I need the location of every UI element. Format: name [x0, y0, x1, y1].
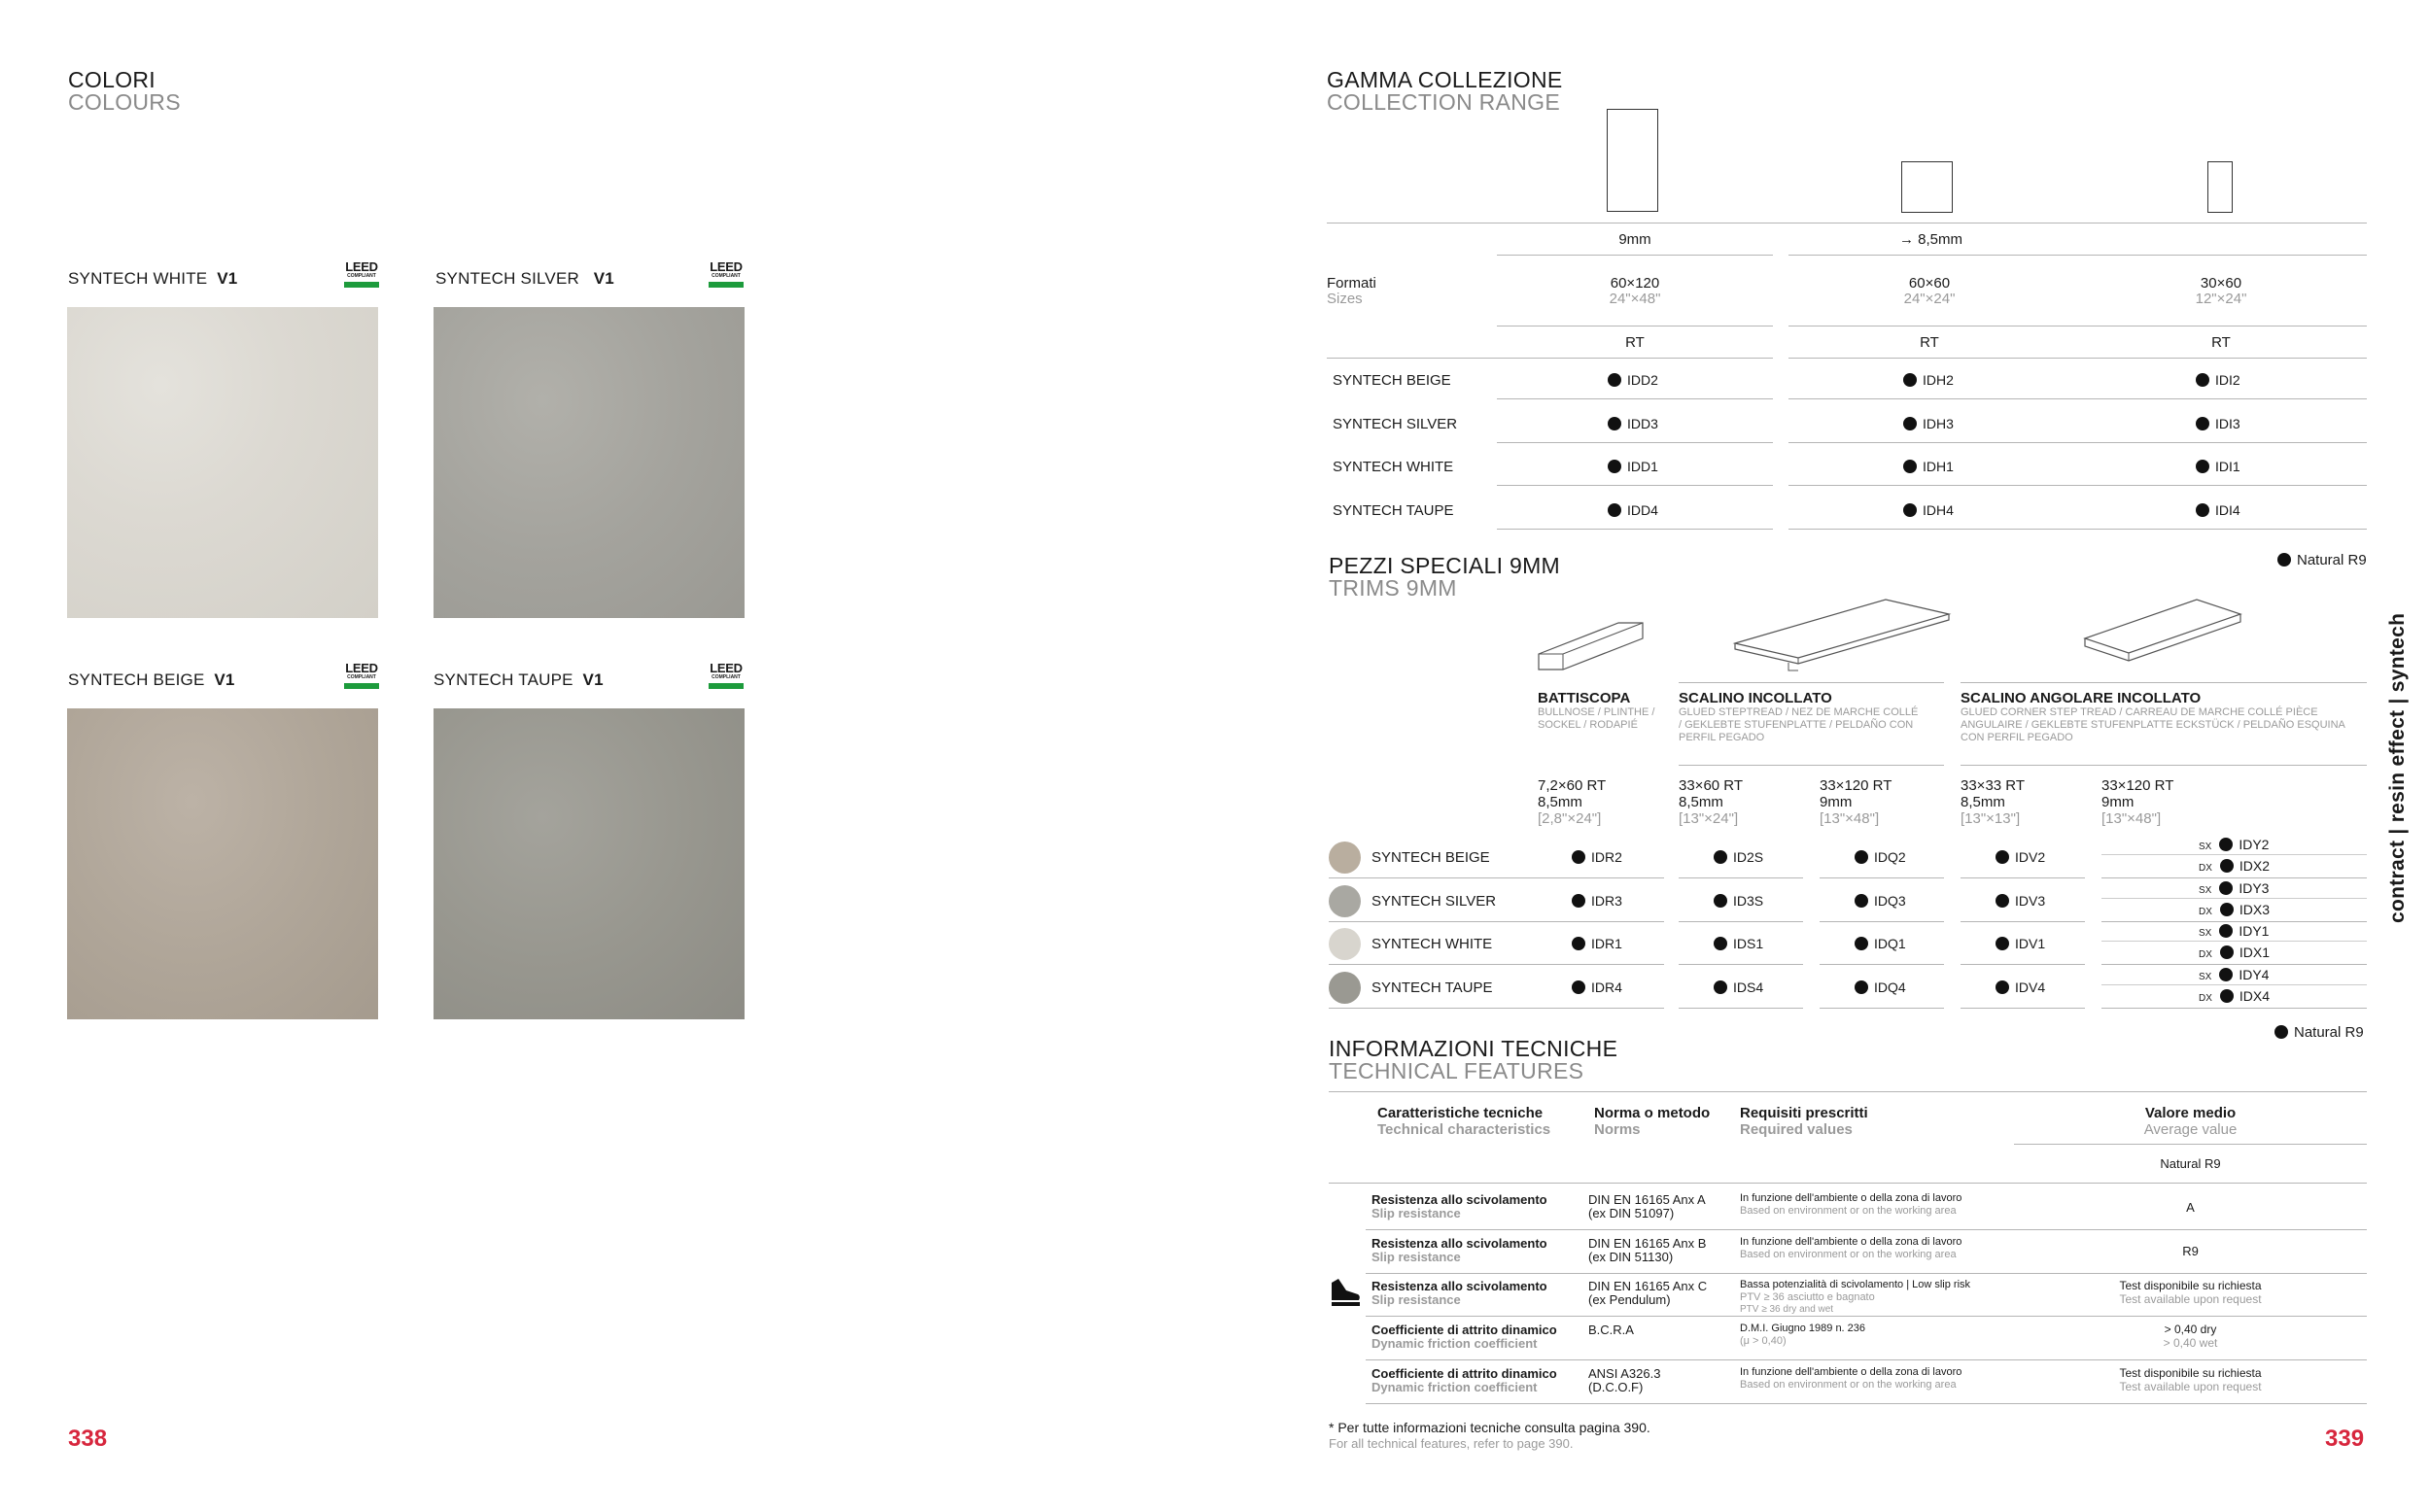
code-value: IDR4 [1591, 979, 1622, 995]
tech-norm: DIN EN 16165 Anx B [1588, 1236, 1707, 1251]
trim-group-steptread: SCALINO INCOLLATO GLUED STEPTREAD / NEZ DE MARCHE COLLÉ / GEKLEBTE STUFENPLATTE / PELDAÑO CON PERFIL PEGADO [1679, 690, 1919, 743]
step-tread-drawing-icon [1730, 595, 1954, 672]
range-title: GAMMA COLLEZIONE [1327, 67, 1563, 92]
bullet-icon [1903, 417, 1917, 430]
tech-norm-2: (ex DIN 51097) [1588, 1206, 1675, 1220]
tech-char-en: Dynamic friction coefficient [1371, 1380, 1538, 1394]
code-cell [1572, 936, 1622, 951]
sx-label: SX [2199, 842, 2212, 852]
bullnose-drawing-icon [1536, 615, 1648, 673]
code-cell [1903, 459, 1954, 474]
code-value: IDS4 [1733, 979, 1764, 995]
code-value: IDR3 [1591, 893, 1622, 909]
dx-label: DX [2199, 863, 2212, 874]
tech-title: INFORMAZIONI TECNICHE [1329, 1036, 1618, 1061]
size-metric: 60×60 [1908, 275, 1951, 292]
code-value: IDD2 [1627, 372, 1658, 388]
bullet-icon [2220, 989, 2234, 1003]
bullet-icon [1714, 894, 1727, 908]
code-value: ID3S [1733, 893, 1764, 909]
code-value: IDQ1 [1874, 936, 1906, 951]
bullet-icon [1855, 894, 1868, 908]
tech-norm: DIN EN 16165 Anx C [1588, 1279, 1708, 1293]
code-cell [1714, 979, 1763, 995]
sx-label: SX [2199, 928, 2212, 939]
range-subtitle: COLLECTION RANGE [1327, 89, 1560, 115]
bullet-icon [1903, 503, 1917, 517]
code-value: IDY3 [2239, 880, 2270, 896]
code-cell [1855, 849, 1906, 865]
range-row-name: SYNTECH TAUPE [1333, 502, 1454, 519]
code-cell [1608, 459, 1658, 474]
trim-group-bullnose: BATTISCOPA BULLNOSE / PLINTHE / SOCKEL / RODAPIÉ [1538, 690, 1655, 731]
swatch-syntech-silver [434, 307, 745, 618]
dx-cell [2199, 858, 2270, 874]
leed-badge: LEED COMPLIANT [343, 260, 380, 297]
code-cell [1996, 849, 2045, 865]
tech-char-en: Slip resistance [1371, 1250, 1461, 1264]
bullet-icon [2196, 460, 2209, 473]
swatch-label-silver: SYNTECH SILVER V1 [435, 269, 614, 288]
bullet-icon [2220, 945, 2234, 959]
tech-value-2: Test available upon request [2119, 1292, 2262, 1306]
tech-norm: DIN EN 16165 Anx A [1588, 1192, 1706, 1207]
trim-size-inch: [13"×48"] [1820, 810, 1880, 827]
leed-badge: LEED COMPLIANT [708, 662, 745, 699]
tech-header-sub: Natural R9 [2160, 1156, 2221, 1171]
code-value: IDD1 [1627, 459, 1658, 474]
size-finish: RT [1920, 334, 1939, 351]
code-cell [1903, 372, 1954, 388]
code-cell [1855, 936, 1906, 951]
bullet-icon [1608, 460, 1621, 473]
formats-label-en: Sizes [1327, 291, 1363, 307]
code-value: IDY4 [2239, 967, 2270, 982]
code-cell [1996, 893, 2045, 909]
trim-thickness: 8,5mm [1961, 794, 2005, 810]
tech-char: Resistenza allo scivolamento [1371, 1279, 1547, 1293]
tech-char: Resistenza allo scivolamento [1371, 1192, 1547, 1207]
trim-size: 7,2×60 RT [1538, 777, 1607, 794]
trim-row-name: SYNTECH TAUPE [1371, 979, 1493, 996]
tech-req-2: Based on environment or on the working area [1740, 1249, 1957, 1260]
code-value: IDI3 [2215, 416, 2240, 431]
footnote-it: * Per tutte informazioni tecniche consulta pagina 390. [1329, 1420, 1650, 1435]
trim-size-inch: [2,8"×24"] [1538, 810, 1602, 827]
tech-char-en: Slip resistance [1371, 1292, 1461, 1307]
code-value: IDY2 [2239, 837, 2270, 852]
code-value: IDH3 [1923, 416, 1954, 431]
bullet-icon [1996, 937, 2009, 950]
code-cell [2196, 502, 2240, 518]
tech-req-2: PTV ≥ 36 asciutto e bagnato [1740, 1291, 1875, 1303]
bullet-icon [1903, 460, 1917, 473]
range-row-name: SYNTECH SILVER [1333, 416, 1458, 432]
trim-size: 33×33 RT [1961, 777, 2026, 794]
bullet-icon [1996, 894, 2009, 908]
swatch-syntech-taupe [434, 708, 745, 1019]
tech-value: Test disponibile su richiesta [2119, 1366, 2262, 1380]
tech-value: R9 [2182, 1244, 2199, 1258]
bullet-icon [1608, 373, 1621, 387]
tech-req: Bassa potenzialità di scivolamento | Low slip risk [1740, 1279, 1971, 1290]
tech-norm-2: (ex Pendulum) [1588, 1292, 1671, 1307]
tech-req: In funzione dell'ambiente o della zona di lavoro [1740, 1366, 1962, 1378]
code-value: IDV1 [2015, 936, 2046, 951]
trim-group-corner-step: SCALINO ANGOLARE INCOLLATO GLUED CORNER STEP TREAD / CARREAU DE MARCHE COLLÉ PIÈCE ANGULAIRE / GEKLEBTE STUFENPLATTE ECKSTÜCK / PELDAÑO ESQUINA CON PERFIL PEGADO [1961, 690, 2345, 743]
dx-cell [2199, 988, 2270, 1004]
tech-header-req: Requisiti prescritti Required values [1740, 1105, 1868, 1138]
bullet-icon [1608, 503, 1621, 517]
tech-header-char: Caratteristiche tecniche Technical characteristics [1377, 1105, 1551, 1138]
shoe-icon [1329, 1275, 1362, 1308]
code-value: IDV3 [2015, 893, 2046, 909]
trim-row-name: SYNTECH SILVER [1371, 893, 1497, 910]
bullet-icon [1996, 980, 2009, 994]
tech-req-3: PTV ≥ 36 dry and wet [1740, 1304, 1834, 1315]
code-cell [1608, 502, 1658, 518]
color-chip [1329, 972, 1361, 1004]
code-value: IDX1 [2239, 945, 2271, 960]
trim-row-name: SYNTECH WHITE [1371, 936, 1493, 952]
sx-label: SX [2199, 885, 2212, 896]
bullet-icon [1714, 980, 1727, 994]
dx-label: DX [2199, 993, 2212, 1004]
colours-subtitle: COLOURS [68, 89, 181, 115]
bullet-icon [2219, 881, 2233, 895]
bullet-icon [2220, 859, 2234, 873]
size-inch: 24"×48" [1609, 291, 1661, 307]
sx-cell [2199, 967, 2269, 982]
code-value: IDX3 [2239, 902, 2271, 917]
trims-title: PEZZI SPECIALI 9MM [1329, 553, 1561, 578]
tech-header-norm: Norma o metodo Norms [1594, 1105, 1711, 1138]
dx-label: DX [2199, 907, 2212, 917]
code-value: IDI4 [2215, 502, 2240, 518]
tech-value-2: > 0,40 wet [2163, 1336, 2218, 1350]
format-30x60-icon [2207, 161, 2233, 213]
code-cell [1608, 416, 1658, 431]
sx-label: SX [2199, 972, 2212, 982]
swatch-label-white: SYNTECH WHITE V1 [68, 269, 238, 288]
page-number-left: 338 [68, 1426, 108, 1452]
tech-value: A [2186, 1200, 2195, 1215]
leed-badge: LEED COMPLIANT [708, 260, 745, 297]
trims-subtitle: TRIMS 9MM [1329, 575, 1457, 601]
size-inch: 24"×24" [1903, 291, 1956, 307]
code-value: IDI1 [2215, 459, 2240, 474]
trim-row-name: SYNTECH BEIGE [1371, 849, 1490, 866]
tech-value-2: Test available upon request [2119, 1380, 2262, 1393]
code-cell [1996, 979, 2045, 995]
formats-label: Formati [1327, 275, 1376, 292]
bullet-icon [2196, 373, 2209, 387]
corner-step-drawing-icon [2080, 595, 2245, 672]
bullet-icon [2219, 838, 2233, 851]
code-cell [1714, 849, 1763, 865]
range-row-name: SYNTECH WHITE [1333, 459, 1454, 475]
tech-char: Coefficiente di attrito dinamico [1371, 1366, 1557, 1381]
trim-size-inch: [13"×13"] [1961, 810, 2021, 827]
tech-req-2: (μ > 0,40) [1740, 1335, 1787, 1347]
bullet-icon [2219, 924, 2233, 938]
leed-badge: LEED COMPLIANT [343, 662, 380, 699]
tech-char: Resistenza allo scivolamento [1371, 1236, 1547, 1251]
format-60x60-icon [1901, 161, 1953, 213]
dx-cell [2199, 902, 2270, 917]
code-value: IDD3 [1627, 416, 1658, 431]
bullet-icon [2219, 968, 2233, 981]
tech-char-en: Slip resistance [1371, 1206, 1461, 1220]
dx-cell [2199, 945, 2270, 960]
bullet-icon [1855, 937, 1868, 950]
code-value: IDQ2 [1874, 849, 1906, 865]
bullet-icon [2196, 417, 2209, 430]
bullet-icon [2220, 903, 2234, 916]
code-value: IDX2 [2239, 858, 2271, 874]
trim-thickness: 8,5mm [1538, 794, 1582, 810]
bullet-icon [1572, 894, 1585, 908]
code-cell [2196, 459, 2240, 474]
size-metric: 30×60 [2200, 275, 2242, 292]
code-value: IDD4 [1627, 502, 1658, 518]
tech-norm: ANSI A326.3 [1588, 1366, 1661, 1381]
color-chip [1329, 885, 1361, 917]
size-metric: 60×120 [1610, 275, 1660, 292]
swatch-label-beige: SYNTECH BEIGE V1 [68, 670, 235, 689]
trim-size: 33×60 RT [1679, 777, 1744, 794]
tech-req: D.M.I. Giugno 1989 n. 236 [1740, 1323, 1866, 1334]
bullet-icon [2277, 553, 2291, 567]
bullet-icon [1714, 937, 1727, 950]
size-inch: 12"×24" [2195, 291, 2247, 307]
code-cell [2196, 416, 2240, 431]
side-label: contract | resin effect | syntech [2386, 612, 2409, 923]
code-value: IDI2 [2215, 372, 2240, 388]
trim-thickness: 8,5mm [1679, 794, 1723, 810]
code-cell [1572, 893, 1622, 909]
code-value: ID2S [1733, 849, 1764, 865]
tech-norm-2: (D.C.O.F) [1588, 1380, 1644, 1394]
tech-value: Test disponibile su richiesta [2119, 1279, 2262, 1292]
trim-thickness: 9mm [1820, 794, 1853, 810]
swatch-syntech-white [67, 307, 378, 618]
tech-req-2: Based on environment or on the working area [1740, 1205, 1957, 1217]
bullet-icon [1572, 980, 1585, 994]
trims-legend: Natural R9 [2277, 552, 2367, 568]
code-value: IDH4 [1923, 502, 1954, 518]
tech-norm-2: (ex DIN 51130) [1588, 1250, 1674, 1264]
bullet-icon [1855, 980, 1868, 994]
bullet-icon [1608, 417, 1621, 430]
tech-value: > 0,40 dry [2164, 1323, 2217, 1336]
range-row-name: SYNTECH BEIGE [1333, 372, 1451, 389]
code-value: IDR2 [1591, 849, 1622, 865]
code-cell [1714, 893, 1763, 909]
code-cell [2196, 372, 2240, 388]
code-value: IDY1 [2239, 923, 2270, 939]
trim-thickness: 9mm [2101, 794, 2135, 810]
page-number-right: 339 [2325, 1426, 2365, 1452]
trims-legend-2: Natural R9 [2274, 1024, 2364, 1041]
code-cell [1714, 936, 1763, 951]
thickness-8-5mm: → 8,5mm [1899, 231, 1963, 248]
tech-char-en: Dynamic friction coefficient [1371, 1336, 1538, 1351]
footnote-en: For all technical features, refer to page 390. [1329, 1436, 1574, 1451]
tech-norm: B.C.R.A [1588, 1323, 1634, 1337]
format-60x120-icon [1607, 109, 1658, 212]
colours-title: COLORI [68, 67, 156, 92]
size-finish: RT [2211, 334, 2231, 351]
trim-size-inch: [13"×48"] [2101, 810, 2162, 827]
sx-cell [2199, 837, 2269, 852]
code-value: IDH1 [1923, 459, 1954, 474]
bullet-icon [2196, 503, 2209, 517]
code-value: IDH2 [1923, 372, 1954, 388]
size-finish: RT [1625, 334, 1645, 351]
code-cell [1608, 372, 1658, 388]
bullet-icon [2274, 1025, 2288, 1039]
bullet-icon [1996, 850, 2009, 864]
code-cell [1996, 936, 2045, 951]
trim-size: 33×120 RT [1820, 777, 1892, 794]
bullet-icon [1572, 937, 1585, 950]
color-chip [1329, 842, 1361, 874]
swatch-syntech-beige [67, 708, 378, 1019]
code-cell [1903, 502, 1954, 518]
thickness-9mm: 9mm [1618, 231, 1651, 248]
tech-subtitle: TECHNICAL FEATURES [1329, 1058, 1584, 1083]
tech-req: In funzione dell'ambiente o della zona di lavoro [1740, 1192, 1962, 1204]
color-chip [1329, 928, 1361, 960]
code-cell [1903, 416, 1954, 431]
code-value: IDV4 [2015, 979, 2046, 995]
tech-header-val: Valore medio Average value [2143, 1105, 2238, 1138]
tech-char: Coefficiente di attrito dinamico [1371, 1323, 1557, 1337]
sx-cell [2199, 880, 2269, 896]
code-value: IDX4 [2239, 988, 2271, 1004]
code-value: IDS1 [1733, 936, 1764, 951]
swatch-label-taupe: SYNTECH TAUPE V1 [434, 670, 604, 689]
code-cell [1572, 849, 1622, 865]
bullet-icon [1855, 850, 1868, 864]
code-value: IDQ4 [1874, 979, 1906, 995]
code-cell [1572, 979, 1622, 995]
dx-label: DX [2199, 949, 2212, 960]
code-value: IDQ3 [1874, 893, 1906, 909]
code-cell [1855, 893, 1906, 909]
bullet-icon [1714, 850, 1727, 864]
code-cell [1855, 979, 1906, 995]
code-value: IDV2 [2015, 849, 2046, 865]
tech-req: In funzione dell'ambiente o della zona di lavoro [1740, 1236, 1962, 1248]
bullet-icon [1572, 850, 1585, 864]
tech-req-2: Based on environment or on the working area [1740, 1379, 1957, 1391]
sx-cell [2199, 923, 2269, 939]
bullet-icon [1903, 373, 1917, 387]
trim-size: 33×120 RT [2101, 777, 2174, 794]
code-value: IDR1 [1591, 936, 1622, 951]
trim-size-inch: [13"×24"] [1679, 810, 1739, 827]
